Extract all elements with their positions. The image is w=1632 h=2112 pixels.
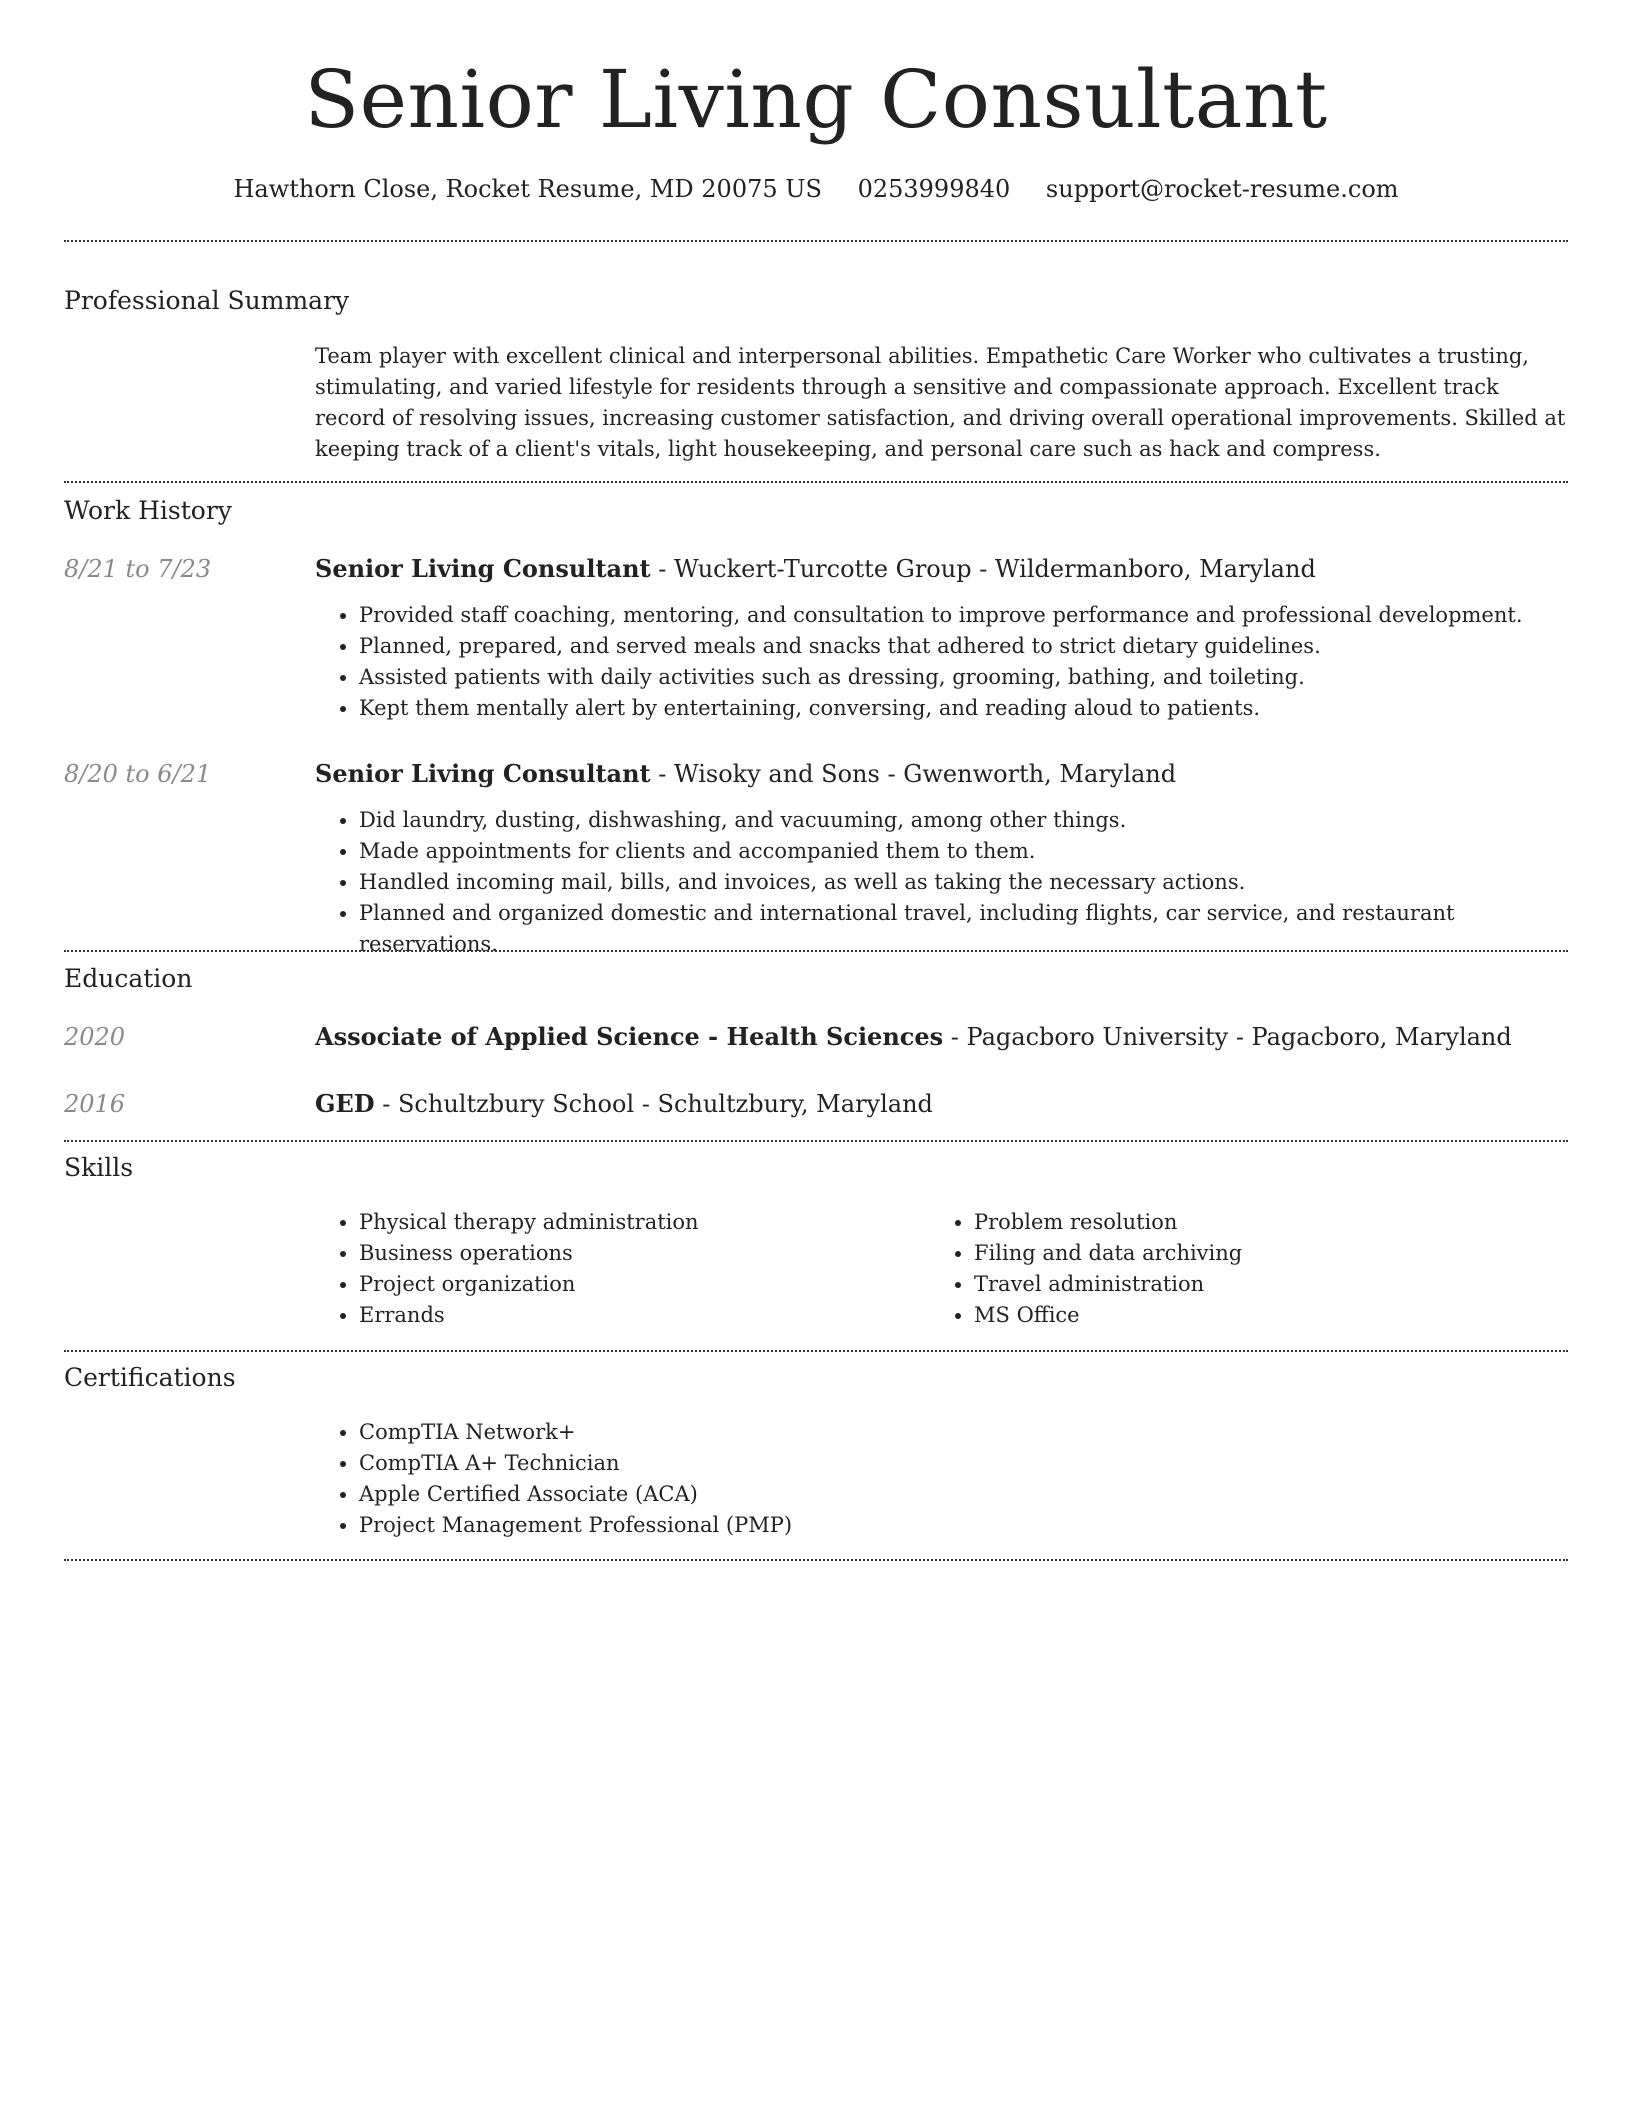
section-title-skills: Skills [64, 1153, 134, 1182]
section-title-education: Education [64, 964, 193, 993]
list-item: • Business operations [359, 1238, 915, 1269]
job-bullets [315, 805, 1568, 960]
job-dates: 8/21 to 7/23 [64, 555, 212, 583]
list-item: • Physical therapy administration [359, 1207, 915, 1238]
skills-left-column [315, 1207, 915, 1331]
education-entry [315, 1087, 1568, 1121]
contact-address: Hawthorn Close, Rocket Resume, MD 20075 US [233, 175, 822, 203]
contact-line [64, 170, 1568, 208]
education-entry [315, 1020, 1568, 1054]
job-details: - Wisoky and Sons - Gwenworth, Maryland [650, 760, 1177, 788]
list-item: • Travel administration [974, 1269, 1530, 1300]
skills-list [930, 1207, 1530, 1331]
section-title-work: Work History [64, 496, 232, 525]
list-item: • Errands [359, 1300, 915, 1331]
education-details: - Pagacboro University - Pagacboro, Maryland [943, 1023, 1512, 1051]
list-item: • Assisted patients with daily activities such as dressing, grooming, bathing, and toileting. [359, 662, 1568, 693]
list-item: • Apple Certified Associate (ACA) [359, 1479, 1568, 1510]
resume-name: Senior Living Consultant [304, 53, 1328, 146]
education-details: - Schultzbury School - Schultzbury, Maryland [374, 1090, 933, 1118]
job-role: Senior Living Consultant [315, 759, 651, 788]
list-item: • Project Management Professional (PMP) [359, 1510, 1568, 1541]
list-item: • CompTIA Network+ [359, 1417, 1568, 1448]
job-entry [315, 757, 1568, 960]
education-degree: Associate of Applied Science - Health Sciences [315, 1022, 944, 1051]
list-item: • Handled incoming mail, bills, and invoices, as well as taking the necessary actions. [359, 867, 1568, 898]
education-title [315, 1087, 1568, 1121]
job-dates: 8/20 to 6/21 [64, 760, 212, 788]
list-item: • Kept them mentally alert by entertaining, conversing, and reading aloud to patients. [359, 693, 1568, 724]
divider [64, 1559, 1568, 1561]
job-details: - Wuckert-Turcotte Group - Wildermanboro, Maryland [650, 555, 1316, 583]
divider [64, 481, 1568, 483]
list-item: • CompTIA A+ Technician [359, 1448, 1568, 1479]
list-item: • Planned and organized domestic and international travel, including flights, car service, and restaurant reservations. [359, 898, 1568, 960]
list-item: • Filing and data archiving [974, 1238, 1530, 1269]
job-entry [315, 552, 1568, 724]
list-item: • Made appointments for clients and accompanied them to them. [359, 836, 1568, 867]
education-title [315, 1020, 1568, 1054]
contact-email[interactable]: support@rocket-resume.com [1045, 175, 1399, 203]
job-bullets [315, 600, 1568, 724]
divider [64, 240, 1568, 242]
list-item: • Problem resolution [974, 1207, 1530, 1238]
list-item: • Did laundry, dusting, dishwashing, and vacuuming, among other things. [359, 805, 1568, 836]
education-degree: GED [315, 1089, 375, 1118]
job-title [315, 757, 1568, 791]
list-item: • Planned, prepared, and served meals and snacks that adhered to strict dietary guidelines. [359, 631, 1568, 662]
summary-text: Team player with excellent clinical and interpersonal abilities. Empathetic Care Worker who cultivates a trusting, stimulating, and varied lifestyle for residents through a sensitive and compassionate approach. Excellent track record of resolving issues, increasing customer satisfaction, and driving overall operational improvements. Skilled at keeping track of a client's vitals, light housekeeping, and personal care such as hack and compress. [315, 344, 1566, 461]
certifications-list [315, 1417, 1568, 1541]
job-title [315, 552, 1568, 586]
divider [64, 1350, 1568, 1352]
skills-list [315, 1207, 915, 1331]
section-title-certifications: Certifications [64, 1363, 236, 1392]
list-item: • Project organization [359, 1269, 915, 1300]
list-item: • MS Office [974, 1300, 1530, 1331]
job-role: Senior Living Consultant [315, 554, 651, 583]
education-year: 2020 [64, 1023, 126, 1051]
skills-right-column [930, 1207, 1530, 1331]
certifications-block [315, 1417, 1568, 1541]
education-year: 2016 [64, 1090, 126, 1118]
divider [64, 1140, 1568, 1142]
contact-phone: 0253999840 [857, 175, 1011, 203]
section-title-summary: Professional Summary [64, 286, 350, 315]
list-item: • Provided staff coaching, mentoring, and consultation to improve performance and professional development. [359, 600, 1568, 631]
summary-block [315, 341, 1568, 465]
divider [64, 950, 1568, 952]
